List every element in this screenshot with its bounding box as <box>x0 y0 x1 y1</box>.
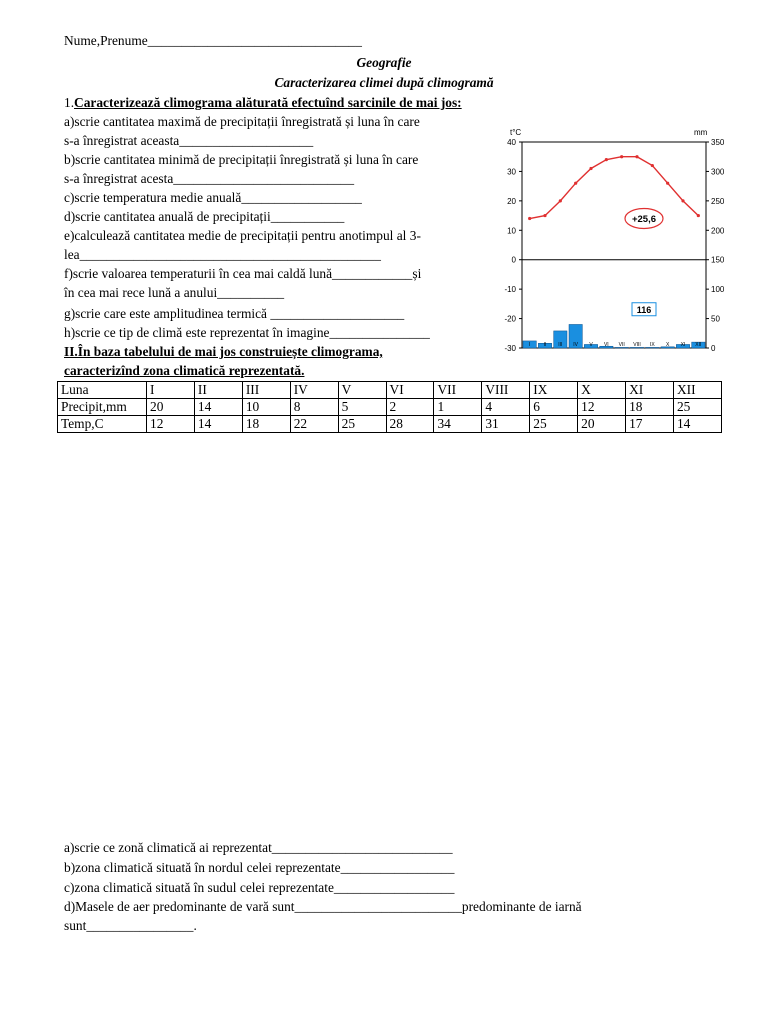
mean-temp-label: +25,6 <box>631 214 657 226</box>
right-tick-label: 200 <box>711 226 725 236</box>
right-tick-label: 250 <box>711 196 725 206</box>
question-d-line2[interactable]: sunt________________. <box>64 918 197 933</box>
task-c[interactable]: c)scrie temperatura medie anuală__________________ <box>64 190 362 205</box>
month-label: III <box>558 342 563 348</box>
table-header-cell: V <box>338 382 386 399</box>
climogram-chart <box>494 122 736 362</box>
table-cell: 25 <box>338 416 386 433</box>
month-label: VII <box>618 342 625 348</box>
table-cell: 5 <box>338 399 386 416</box>
left-tick-label: -20 <box>504 314 516 324</box>
question-b[interactable]: b)zona climatică situată în nordul celei reprezentate_________________ <box>64 860 455 875</box>
table-header-cell: XII <box>673 382 721 399</box>
month-label: IV <box>573 342 579 348</box>
left-tick-label: 20 <box>507 196 516 206</box>
table-cell: 14 <box>194 416 242 433</box>
table-cell: 22 <box>290 416 338 433</box>
table-cell: 14 <box>194 399 242 416</box>
temperature-point <box>543 214 546 217</box>
table-cell: 8 <box>290 399 338 416</box>
table-cell: 28 <box>386 416 434 433</box>
temperature-point <box>620 155 623 158</box>
table-cell: 12 <box>578 399 626 416</box>
page-title: Caracterizarea climei după climogramă <box>274 75 494 90</box>
temperature-point <box>605 158 608 161</box>
task-h[interactable]: h)scrie ce tip de climă este reprezentat în imagine_______________ <box>64 325 430 340</box>
section2-heading-line2: caracterizînd zona climatică reprezentată. <box>64 363 305 378</box>
month-label: VI <box>603 342 609 348</box>
name-line[interactable]: Nume,Prenume________________________________ <box>64 33 362 48</box>
month-label: X <box>665 342 670 348</box>
temperature-point <box>528 217 531 220</box>
temperature-point <box>681 199 684 202</box>
right-tick-label: 50 <box>711 314 720 324</box>
table-cell: Temp,C <box>58 416 147 433</box>
left-tick-label: 10 <box>507 226 516 236</box>
table-header-row <box>58 382 722 399</box>
month-label: XI <box>680 342 686 348</box>
table-header-cell: XI <box>626 382 674 399</box>
section1-number: 1. <box>64 95 75 110</box>
temperature-point <box>697 214 700 217</box>
task-b-line2[interactable]: s-a înregistrat acesta___________________________ <box>64 171 355 186</box>
task-e-line2[interactable]: lea_____________________________________________ <box>64 247 381 262</box>
question-c[interactable]: c)zona climatică situată în sudul celei reprezentate__________________ <box>64 880 455 895</box>
left-axis-label: t°C <box>510 128 522 137</box>
table-cell: 18 <box>242 416 290 433</box>
chart-frame <box>522 142 706 348</box>
table-header-cell: III <box>242 382 290 399</box>
table-header-cell: VIII <box>482 382 530 399</box>
table-cell: 17 <box>626 416 674 433</box>
task-a-line1: a)scrie cantitatea maximă de precipitații înregistrată și luna în care <box>64 114 420 129</box>
table-header-cell: I <box>147 382 195 399</box>
table-cell: 25 <box>530 416 578 433</box>
table-header-cell: X <box>578 382 626 399</box>
table-cell: 12 <box>147 416 195 433</box>
table-header-cell: IV <box>290 382 338 399</box>
right-tick-label: 350 <box>711 138 725 147</box>
table-cell: Precipit,mm <box>58 399 147 416</box>
climate-data-table <box>57 381 722 433</box>
temperature-point <box>666 182 669 185</box>
task-f-line1[interactable]: f)scrie valoarea temperaturii în cea mai caldă lună____________și <box>64 266 422 281</box>
table-cell: 20 <box>147 399 195 416</box>
table-cell: 34 <box>434 416 482 433</box>
section2-heading-line1: II.În baza tabelului de mai jos construiește climograma, <box>64 344 383 359</box>
month-label: II <box>543 342 547 348</box>
month-label: VIII <box>633 342 641 348</box>
annual-precip-label: 116 <box>636 305 652 316</box>
right-tick-label: 300 <box>711 167 725 177</box>
table-cell: 18 <box>626 399 674 416</box>
task-a-line2[interactable]: s-a înregistrat aceasta____________________ <box>64 133 314 148</box>
temperature-point <box>559 199 562 202</box>
question-a[interactable]: a)scrie ce zonă climatică ai reprezentat___________________________ <box>64 840 453 855</box>
temperature-point <box>589 167 592 170</box>
table-cell: 25 <box>673 399 721 416</box>
table-header-cell: VII <box>434 382 482 399</box>
subject-title: Geografie <box>356 55 412 70</box>
temperature-point <box>635 155 638 158</box>
table-header-cell: VI <box>386 382 434 399</box>
section1-heading <box>64 95 462 111</box>
task-d[interactable]: d)scrie cantitatea anuală de precipitații___________ <box>64 209 345 224</box>
table-header-cell: IX <box>530 382 578 399</box>
right-tick-label: 0 <box>711 344 716 353</box>
month-label: XII <box>695 342 702 348</box>
table-cell: 4 <box>482 399 530 416</box>
month-label: V <box>589 342 593 348</box>
right-axis-label: mm <box>694 128 708 137</box>
task-b-line1: b)scrie cantitatea minimă de precipitații înregistrată și luna în care <box>64 152 419 167</box>
month-label: IX <box>649 342 655 348</box>
task-f-line2[interactable]: în cea mai rece lună a anului__________ <box>64 285 285 300</box>
right-tick-label: 150 <box>711 255 725 265</box>
task-e-line1: e)calculează cantitatea medie de precipitații pentru anotimpul al 3- <box>64 228 421 243</box>
question-d-line1[interactable]: d)Masele de aer predominante de vară sunt_________________________predominante de iarnă <box>64 899 582 914</box>
left-tick-label: -10 <box>504 285 516 295</box>
right-tick-label: 100 <box>711 285 725 295</box>
left-tick-label: 40 <box>507 138 516 147</box>
table-header-cell: II <box>194 382 242 399</box>
table-cell: 6 <box>530 399 578 416</box>
table-cell: 10 <box>242 399 290 416</box>
temperature-point <box>651 164 654 167</box>
table-row <box>58 399 722 416</box>
left-tick-label: 0 <box>511 255 516 265</box>
table-cell: 2 <box>386 399 434 416</box>
task-g[interactable]: g)scrie care este amplitudinea termică ____________________ <box>64 306 405 321</box>
table-cell: 1 <box>434 399 482 416</box>
table-cell: 14 <box>673 416 721 433</box>
table-header-cell: Luna <box>58 382 147 399</box>
temperature-point <box>574 182 577 185</box>
section1-heading-text: Caracterizează climograma alăturată efectuînd sarcinile de mai jos: <box>74 95 462 110</box>
left-tick-label: -30 <box>504 344 516 353</box>
table-cell: 20 <box>578 416 626 433</box>
left-tick-label: 30 <box>507 167 516 177</box>
month-label: I <box>528 342 531 348</box>
table-cell: 31 <box>482 416 530 433</box>
table-row <box>58 416 722 433</box>
